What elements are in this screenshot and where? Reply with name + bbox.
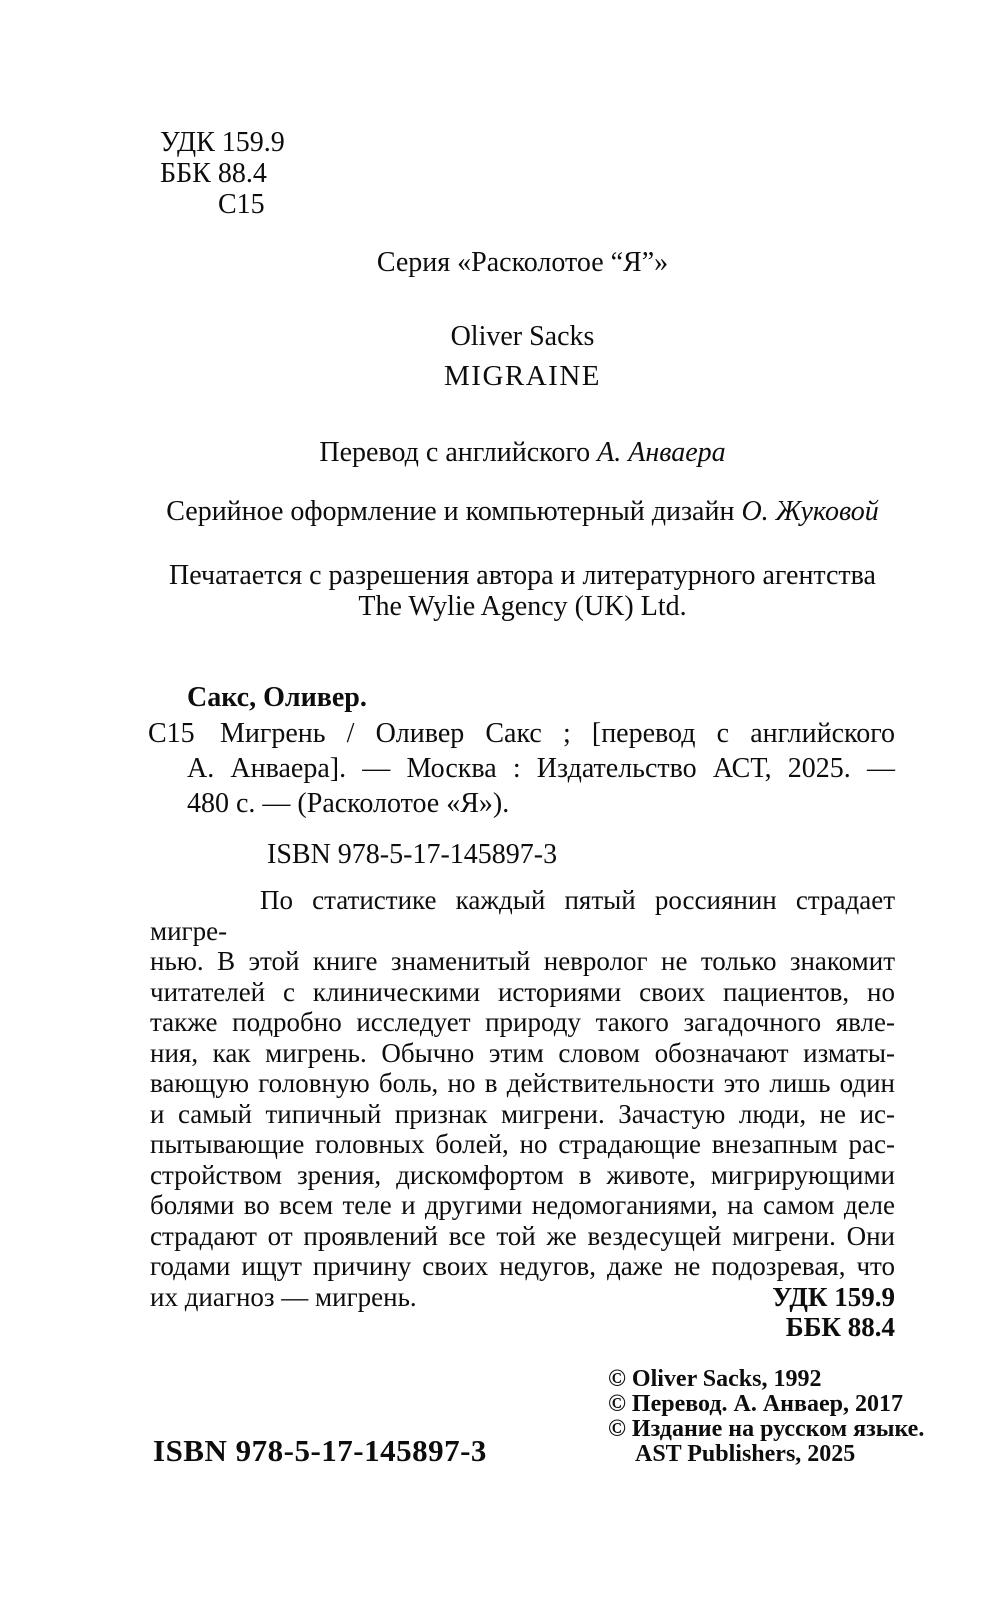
annotation-line: нью. В этой книге знаменитый невролог не только знакомит bbox=[150, 946, 895, 976]
permission-notice bbox=[150, 560, 895, 622]
annotation-line: По статистике каждый пятый россиянин страдает мигре- bbox=[150, 885, 895, 946]
bbk-code-bottom: ББК 88.4 bbox=[785, 1312, 895, 1342]
isbn-bottom: ISBN 978-5-17-145897-3 bbox=[153, 1433, 487, 1468]
bottom-classification-block bbox=[150, 1282, 895, 1342]
isbn-catalog: ISBN 978-5-17-145897-3 bbox=[267, 839, 558, 870]
annotation-line: пытывающие головных болей, но страдающие внезапным рас- bbox=[150, 1129, 895, 1159]
copyright-line: © Oliver Sacks, 1992 bbox=[608, 1366, 822, 1392]
udk-code-bottom: УДК 159.9 bbox=[772, 1282, 895, 1312]
author-sign-top: С15 bbox=[218, 189, 265, 220]
copyright-line: © Издание на русском языке. bbox=[608, 1416, 925, 1442]
design-credit-text: Серийное оформление и компьютерный дизайн bbox=[166, 496, 735, 527]
catalog-entry-line: 480 с. — (Расколотое «Я»). bbox=[187, 788, 510, 819]
catalog-entry-line: А. Анваера]. — Москва : Издательство АСТ, 2025. — bbox=[187, 753, 895, 784]
copyright-line: AST Publishers, 2025 bbox=[635, 1441, 856, 1467]
annotation-paragraph bbox=[150, 885, 895, 1312]
top-classification-block bbox=[160, 127, 285, 220]
annotation-line: их диагноз — мигрень. bbox=[150, 1281, 417, 1312]
author-sign-catalog: С15 bbox=[148, 718, 195, 749]
annotation-line: страдают от проявлений все той же вездесущей мигрени. Они bbox=[150, 1220, 895, 1251]
designer-name: О. Жуковой bbox=[741, 496, 879, 527]
original-title: MIGRAINE bbox=[444, 360, 601, 392]
catalog-entry-line: Мигрень / Оливер Сакс ; [перевод с английского bbox=[220, 718, 895, 749]
catalog-author-heading: Сакс, Оливер. bbox=[187, 682, 367, 713]
design-credit bbox=[150, 496, 895, 528]
catalog-entry bbox=[148, 716, 895, 821]
translator-name: А. Анваера bbox=[597, 437, 726, 468]
series-line: Серия «Расколотое “Я”» bbox=[376, 247, 669, 278]
annotation-line: читателей с клиническими историями своих пациентов, но bbox=[150, 976, 895, 1007]
original-author: Oliver Sacks bbox=[450, 321, 595, 352]
annotation-line: стройством зрения, дискомфортом в животе, мигрирующими bbox=[150, 1159, 895, 1190]
annotation-line: вающую головную боль, но в действительности это лишь один bbox=[150, 1068, 895, 1098]
annotation-line: годами ищут причину своих недугов, даже не подозревая, что bbox=[150, 1251, 895, 1281]
annotation-line: болями во всем теле и другими недомоганиями, на самом деле bbox=[150, 1190, 895, 1220]
translation-credit bbox=[150, 437, 895, 469]
permission-line-1: Печатается с разрешения автора и литературного агентства bbox=[169, 560, 876, 591]
copyright-block bbox=[608, 1367, 924, 1467]
translation-credit-text: Перевод с английского bbox=[319, 437, 591, 468]
udk-code-top: УДК 159.9 bbox=[160, 127, 285, 158]
copyright-line: © Перевод. А. Анваер, 2017 bbox=[608, 1391, 903, 1417]
annotation-line: и самый типичный признак мигрени. Зачастую люди, не ис- bbox=[150, 1098, 895, 1129]
bbk-code-top: ББК 88.4 bbox=[160, 158, 267, 189]
permission-line-2: The Wylie Agency (UK) Ltd. bbox=[358, 591, 687, 622]
annotation-line: ния, как мигрень. Обычно этим словом обозначают изматы- bbox=[150, 1037, 895, 1068]
annotation-line: также подробно исследует природу такого загадочного явле- bbox=[150, 1007, 895, 1037]
